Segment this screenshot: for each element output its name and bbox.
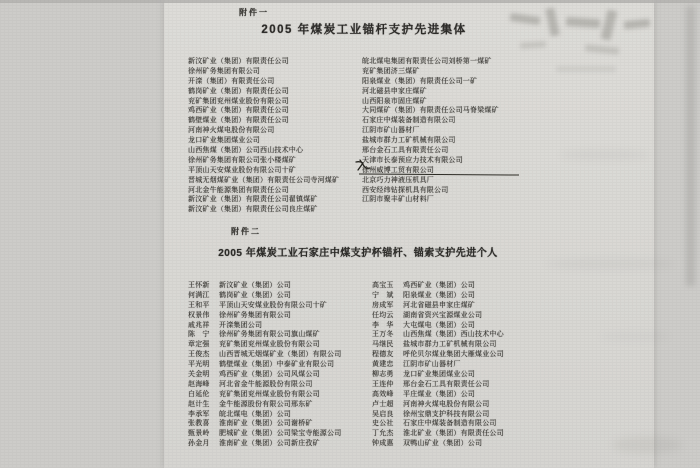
person-name: 卢士超	[372, 400, 394, 408]
person-name: 黄建忠	[372, 361, 394, 369]
person-name: 关金明	[188, 371, 210, 379]
company-item: 新汶矿业（集团）有限责任公司翟镇煤矿	[188, 196, 318, 204]
person-org: 山西晋城无烟煤矿业（集团）有限公司	[219, 351, 342, 359]
company-item: 平顶山天安煤业股份有限公司十矿	[188, 166, 296, 174]
company-item: 河北金牛能源集团有限责任公司	[188, 186, 289, 194]
person-item	[372, 330, 504, 340]
company-item: 天津市长泰预应力技术有限公司	[362, 156, 463, 164]
person-name: 何满江	[188, 291, 210, 299]
person-item	[372, 301, 504, 311]
person-org: 平庄煤业（集团）公司	[403, 390, 475, 398]
person-name: 权景伟	[188, 311, 210, 319]
person-name: 马继民	[372, 341, 394, 349]
person-org: 开滦集团公司	[219, 321, 263, 329]
scan-edge-right	[686, 6, 695, 286]
person-name: 高效峰	[372, 390, 394, 398]
person-org: 鸡西矿业（集团）公司	[403, 282, 475, 289]
company-item: 兖矿集团济三煤矿	[362, 67, 420, 75]
person-name: 孙金月	[188, 440, 210, 448]
person-org: 金牛能源股份有限公司邢东矿	[219, 400, 313, 408]
person-name: 戚兆祥	[188, 321, 210, 329]
company-item: 晋城无烟煤矿业（集团）有限责任公司寺河煤矿	[188, 176, 340, 184]
person-item	[372, 439, 504, 449]
person-org: 呼伦贝尔煤业集团大雁煤业公司	[403, 351, 504, 359]
person-item	[188, 390, 341, 400]
person-name: 平光明	[188, 361, 210, 369]
person-item	[372, 390, 504, 400]
company-item: 河北磁县申家庄煤矿	[362, 87, 427, 95]
person-org: 石家庄中煤装备制造有限公司	[403, 420, 497, 428]
person-org: 双鸭山矿业（集团）公司	[403, 440, 483, 448]
section1-company-list-right	[362, 57, 499, 205]
person-org: 盐城市群力工矿机械有限公司	[403, 341, 497, 349]
company-item: 大同煤矿（集团）有限责任公司马脊梁煤矿	[362, 107, 499, 115]
company-item: 开滦（集团）有限责任公司	[188, 77, 275, 85]
company-item: 山西阳泉市固庄煤矿	[362, 97, 427, 105]
person-name: 吴启良	[372, 410, 394, 418]
person-name: 王俊杰	[188, 351, 210, 359]
person-org: 新汶矿业（集团）公司	[219, 282, 291, 289]
person-item	[372, 360, 504, 370]
person-org: 兖矿集团兖州煤业股份有限公司	[219, 390, 320, 398]
person-item	[188, 311, 341, 321]
person-item	[188, 429, 341, 439]
person-org: 河北省磁县申家庄煤矿	[403, 301, 475, 309]
company-item: 山西焦煤（集团）公司西山技术中心	[188, 147, 304, 155]
person-item	[188, 410, 341, 420]
person-org: 江阴市矿山器材厂	[403, 361, 461, 369]
scan-edge-top	[0, 0, 700, 3]
person-name: 宁 斌	[372, 291, 394, 299]
person-org: 徐州矿务集团有限公司	[219, 311, 291, 319]
person-name: 钟成惠	[372, 440, 394, 448]
company-item: 徐州矿务集团有限公司	[188, 67, 260, 75]
person-item	[372, 400, 504, 410]
person-org: 鸡西矿业（集团）公司风煤公司	[219, 371, 320, 379]
company-item: 江阴市聚丰矿山材料厂	[362, 196, 434, 204]
person-org: 兖矿集团兖州煤业股份有限公司	[219, 341, 320, 349]
smudge-artifact	[560, 150, 650, 160]
smudge-artifact	[600, 332, 670, 341]
person-org: 山西焦煤（集团）西山技术中心	[403, 331, 504, 339]
person-name: 高宝玉	[372, 282, 394, 289]
person-item	[372, 370, 504, 380]
section1-company-list-left	[188, 57, 339, 215]
section2-people-list-right	[372, 281, 504, 449]
company-item: 盐城市群力工矿机械有限公司	[362, 137, 456, 145]
person-name: 赵海峰	[188, 380, 210, 388]
person-name: 王万冬	[372, 331, 394, 339]
company-item: 徐州矿务集团有限公司张小楼煤矿	[188, 156, 296, 164]
person-org: 鹤岗矿业（集团）公司	[219, 291, 291, 299]
person-item	[372, 380, 504, 390]
person-item	[188, 301, 341, 311]
person-item	[372, 350, 504, 360]
company-item: 邢台金石工具有限责任公司	[362, 147, 449, 155]
person-item	[188, 360, 341, 370]
section2-title: 2005 年煤炭工业石家庄中煤支护杯锚杆、锚索支护先进个人	[218, 248, 498, 259]
person-name: 丁允杰	[372, 430, 394, 438]
person-name: 柳志勇	[372, 371, 394, 379]
person-org: 淮南矿业（集团）公司谢桥矿	[219, 420, 313, 428]
person-item	[188, 380, 341, 390]
person-org: 皖北煤电（集团）公司	[219, 410, 291, 418]
company-item: 石家庄中煤装备制造有限公司	[362, 117, 456, 125]
company-item: 北京巧力神液压机具厂	[362, 176, 434, 184]
person-item	[372, 340, 504, 350]
person-name: 任均云	[372, 311, 394, 319]
person-name: 李 华	[372, 321, 394, 329]
person-item	[372, 410, 504, 420]
person-org: 龙口矿业集团煤业公司	[403, 371, 475, 379]
person-name: 赵计生	[188, 400, 210, 408]
person-name: 陈 宁	[188, 331, 210, 339]
company-item: 西安经纬钻探机具有限公司	[362, 186, 449, 194]
person-name: 章定强	[188, 341, 210, 349]
person-org: 徐州矿务集团有限公司旗山煤矿	[219, 331, 320, 339]
person-name: 白延伦	[188, 390, 210, 398]
person-name: 史公社	[372, 420, 394, 428]
company-item: 新汶矿业（集团）有限责任公司良庄煤矿	[188, 206, 318, 214]
person-name: 王连仲	[372, 380, 394, 388]
person-item	[372, 281, 504, 291]
person-org: 肥城矿业（集团）公司梁宝寺能源公司	[219, 430, 342, 438]
person-item	[372, 291, 504, 301]
person-name: 甄景岭	[188, 430, 210, 438]
person-org: 鹤壁煤业（集团）中泰矿业有限公司	[219, 361, 335, 369]
person-item	[188, 340, 341, 350]
person-item	[188, 350, 341, 360]
person-item	[188, 330, 341, 340]
company-item: 皖北煤电集团有限责任公司刘桥第一煤矿	[362, 58, 492, 65]
person-item	[188, 370, 341, 380]
section2-people-list-left	[188, 281, 341, 449]
person-name: 房成军	[372, 301, 394, 309]
company-item: 阳泉煤业（集团）有限责任公司一矿	[362, 77, 478, 85]
person-org: 徐州宝鼎支护科技有限公司	[403, 410, 490, 418]
person-item	[188, 419, 341, 429]
person-name: 李承军	[188, 410, 210, 418]
person-org: 大屯煤电（集团）公司	[403, 321, 475, 329]
attachment2-label: 附件二	[231, 227, 261, 236]
smudge-artifact	[545, 258, 675, 270]
person-org: 淮北矿业（集团）有限责任公司	[403, 430, 504, 438]
person-item	[372, 311, 504, 321]
bleedthrough-artifact	[556, 66, 616, 72]
company-item: 河南神火煤电股份有限公司	[188, 127, 275, 135]
person-item	[188, 291, 341, 301]
person-org: 河南神火煤电股份有限公司	[403, 400, 490, 408]
company-item: 鹤壁煤业（集团）有限责任公司	[188, 117, 289, 125]
person-name: 王和平	[188, 301, 210, 309]
person-name: 张教喜	[188, 420, 210, 428]
person-org: 淮南矿业（集团）公司新庄孜矿	[219, 440, 320, 448]
person-item	[188, 439, 341, 449]
person-org: 河北省金牛能源股份有限公司	[219, 380, 313, 388]
person-name: 王怀新	[188, 282, 210, 289]
person-item	[188, 281, 341, 291]
company-item: 鹤岗矿业（集团）有限责任公司	[188, 87, 289, 95]
smudge-artifact	[612, 436, 682, 454]
person-item	[372, 429, 504, 439]
person-org: 湖南省资兴宝源煤业公司	[403, 311, 483, 319]
person-org: 平顶山天安煤业股份有限公司十矿	[219, 301, 327, 309]
company-item: 鸡西矿业（集团）有限责任公司	[188, 107, 289, 115]
person-name: 程德友	[372, 351, 394, 359]
section1-title: 2005 年煤炭工业锚杆支护先进集体	[261, 24, 467, 36]
person-org: 邢台金石工具有限责任公司	[403, 380, 490, 388]
company-item: 兖矿集团兖州煤业股份有限公司	[188, 97, 289, 105]
person-item	[372, 321, 504, 331]
company-item: 龙口矿业集团煤业公司	[188, 137, 260, 145]
company-item: 新汶矿业（集团）有限责任公司	[188, 58, 289, 65]
person-item	[372, 419, 504, 429]
person-org: 阳泉煤业（集团）公司	[403, 291, 475, 299]
company-item: 江阴市矿山器材厂	[362, 127, 420, 135]
handwritten-check-icon	[354, 159, 372, 172]
company-item: 徐州威博工贸有限公司	[362, 166, 499, 176]
person-item	[188, 321, 341, 331]
attachment1-label: 附件一	[239, 8, 269, 17]
person-item	[188, 400, 341, 410]
